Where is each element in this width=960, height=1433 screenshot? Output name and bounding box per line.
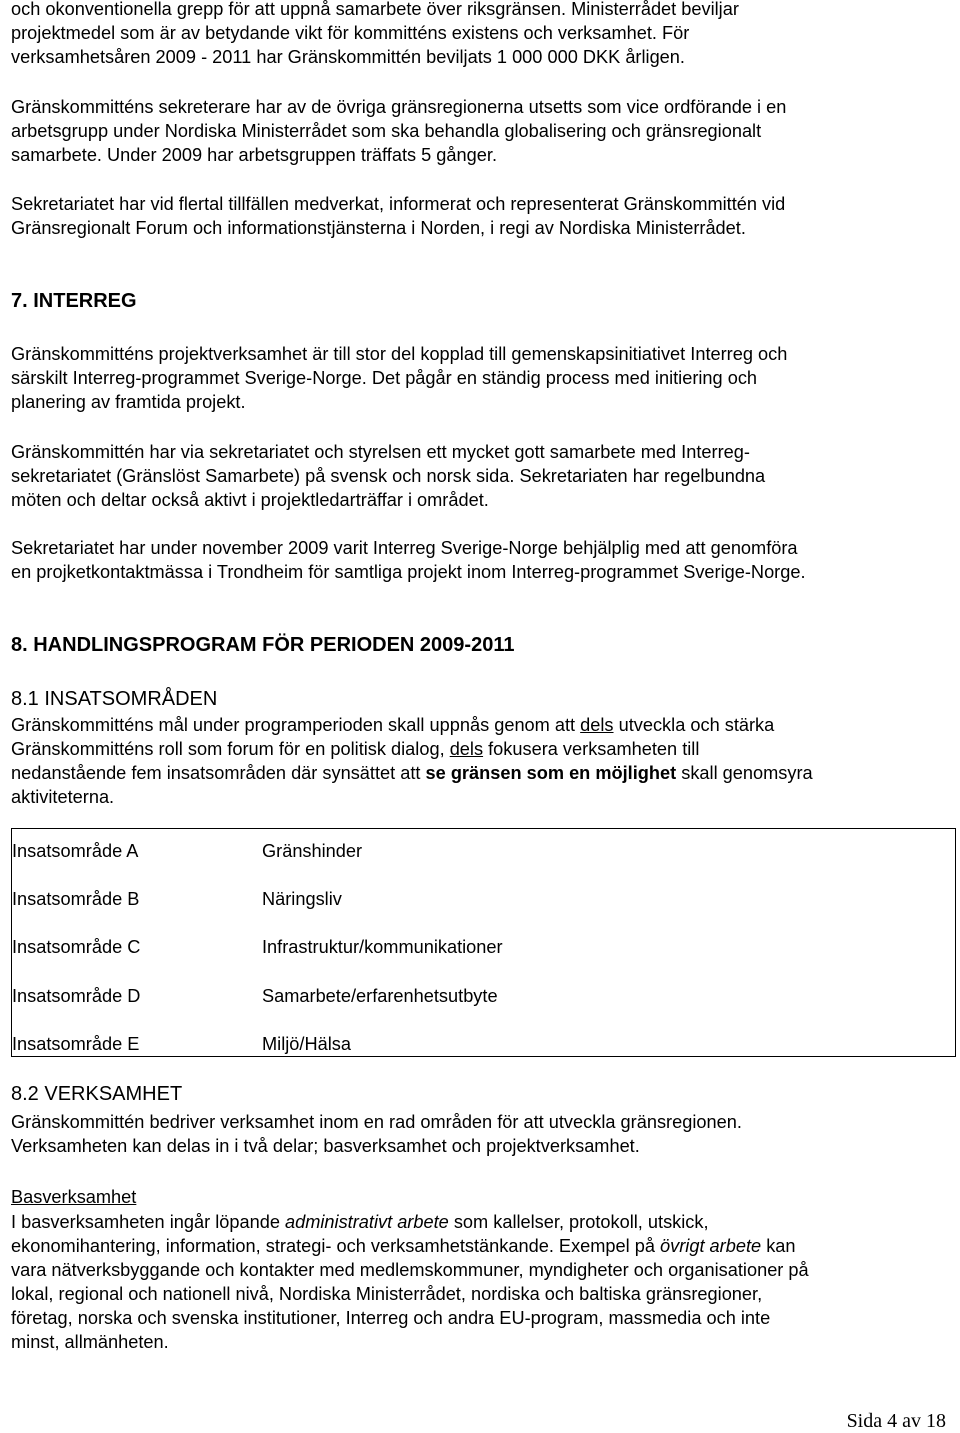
text-line: projektmedel som är av betydande vikt för kommitténs existens och verksamhet. För (11, 23, 690, 43)
topic-cell: Samarbete/erfarenhetsutbyte (262, 986, 498, 1006)
bold-phrase: se gränsen som en möjlighet (425, 763, 677, 783)
text-run: skall genomsyra (676, 763, 813, 783)
text-line (11, 713, 813, 737)
area-cell: Insatsområde B (12, 889, 140, 909)
text-run: kan (761, 1236, 796, 1256)
page-number: Sida 4 av 18 (846, 1410, 946, 1432)
text-line: Gränsregionalt Forum och informationstjänsterna i Norden, i regi av Nordiska Ministerrådet. (11, 218, 746, 238)
paragraph-secretary (11, 95, 786, 167)
area-cell: Insatsområde A (12, 841, 139, 861)
text-run: utveckla och stärka (613, 715, 775, 735)
italic-phrase: övrigt arbete (660, 1236, 762, 1256)
paragraph-secretariat (11, 192, 785, 240)
paragraph-interreg-cooperation (11, 440, 765, 512)
text-run: Gränskommitténs mål under programperioden skall uppnås genom att (11, 715, 581, 735)
text-line: en projketkontaktmässa i Trondheim för samtliga projekt inom Interreg-programmet Sverige-Norge. (11, 562, 806, 582)
paragraph-interreg-fair (11, 536, 806, 584)
area-cell: Insatsområde C (12, 937, 141, 957)
text-run: nedanstående fem insatsområden där synsättet att (11, 763, 426, 783)
topic-cell: Gränshinder (262, 841, 363, 861)
text-line: aktiviteterna. (11, 787, 115, 807)
text-line: och okonventionella grepp för att uppnå samarbete över riksgränsen. Ministerrådet beviljar (11, 0, 739, 19)
text-line: lokal, regional och nationell nivå, Nordiska Ministerrådet, nordiska och baltiska gränsregioner, (11, 1284, 763, 1304)
text-run: ekonomihantering, information, strategi- och verksamhetstänkande. Exempel på (11, 1236, 661, 1256)
text-line: minst, allmänheten. (11, 1332, 169, 1352)
italic-phrase: administrativt arbete (285, 1212, 449, 1232)
underlined-word: dels (580, 715, 614, 735)
section-heading-interreg: 7. INTERREG (11, 290, 137, 312)
text-line: möten och deltar också aktivt i projektledarträffar i området. (11, 490, 489, 510)
text-run: fokusera verksamheten till (483, 739, 700, 759)
text-line: arbetsgrupp under Nordiska Ministerrådet som ska behandla globalisering och gränsregionalt (11, 121, 762, 141)
text-line: Sekretariatet har under november 2009 varit Interreg Sverige-Norge behjälplig med att genomföra (11, 538, 798, 558)
text-line (11, 1210, 809, 1234)
text-line: sekretariatet (Gränslöst Samarbete) på svensk och norsk sida. Sekretariaten har regelbundna (11, 466, 766, 486)
paragraph-verksamhet (11, 1110, 742, 1158)
subsection-heading-insatsomraden: 8.1 INSATSOMRÅDEN (11, 688, 218, 710)
text-run: Gränskommitténs roll som forum för en politisk dialog, (11, 739, 450, 759)
paragraph-goals (11, 713, 813, 809)
insatsomraden-table (11, 828, 956, 1057)
text-line: särskilt Interreg-programmet Sverige-Norge. Det pågår en ständig process med initiering och (11, 368, 758, 388)
area-cell: Insatsområde E (12, 1034, 140, 1054)
text-line: Gränskommitténs sekreterare har av de övriga gränsregionerna utsetts som vice ordförande i en (11, 97, 787, 117)
text-line: Gränskommittén bedriver verksamhet inom en rad områden för att utveckla gränsregionen. (11, 1112, 742, 1132)
text-line: verksamhetsåren 2009 - 2011 har Gränskommittén beviljats 1 000 000 DKK årligen. (11, 47, 685, 67)
text-line (11, 737, 813, 761)
paragraph-basverksamhet (11, 1210, 809, 1354)
text-line: planering av framtida projekt. (11, 392, 246, 412)
text-line (11, 1234, 809, 1258)
topic-cell: Miljö/Hälsa (262, 1034, 351, 1054)
text-line: Gränskommitténs projektverksamhet är till stor del kopplad till gemenskapsinitiativet Interreg och (11, 344, 788, 364)
paragraph-funding (11, 0, 739, 69)
subheading-basverksamhet: Basverksamhet (11, 1187, 137, 1207)
topic-cell: Näringsliv (262, 889, 342, 909)
text-line: Gränskommittén har via sekretariatet och styrelsen ett mycket gott samarbete med Interreg- (11, 442, 750, 462)
text-line: Verksamheten kan delas in i två delar; basverksamhet och projektverksamhet. (11, 1136, 640, 1156)
topic-cell: Infrastruktur/kommunikationer (262, 937, 503, 957)
area-cell: Insatsområde D (12, 986, 141, 1006)
text-line: vara nätverksbyggande och kontakter med medlemskommuner, myndigheter och organisationer på (11, 1260, 809, 1280)
text-run: I basverksamheten ingår löpande (11, 1212, 285, 1232)
text-line: samarbete. Under 2009 har arbetsgruppen träffats 5 gånger. (11, 145, 497, 165)
text-run: som kallelser, protokoll, utskick, (448, 1212, 709, 1232)
paragraph-interreg-projects (11, 342, 787, 414)
subsection-heading-verksamhet: 8.2 VERKSAMHET (11, 1083, 183, 1105)
text-line (11, 761, 813, 785)
underlined-word: dels (449, 739, 484, 759)
text-line: företag, norska och svenska institutioner, Interreg och andra EU-program, massmedia och inte (11, 1308, 771, 1328)
text-line: Sekretariatet har vid flertal tillfällen medverkat, informerat och representerat Gränskommittén vid (11, 194, 786, 214)
section-heading-handlingsprogram: 8. HANDLINGSPROGRAM FÖR PERIODEN 2009-2011 (11, 634, 515, 656)
